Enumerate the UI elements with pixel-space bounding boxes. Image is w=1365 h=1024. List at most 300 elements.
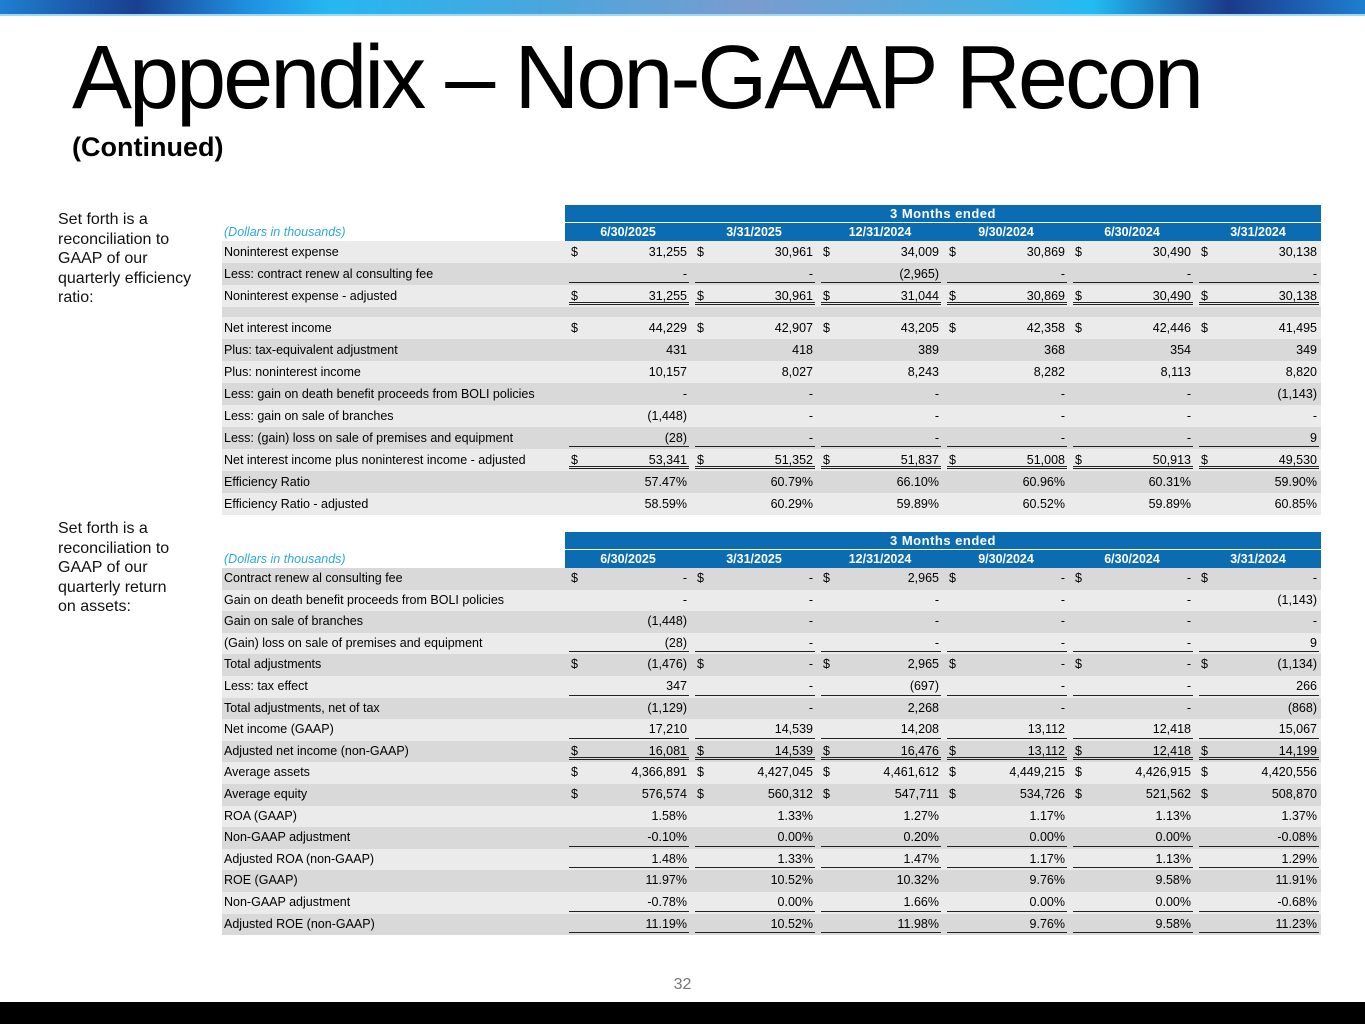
column-header-date: 3/31/2025 xyxy=(691,550,817,568)
cell-value: 347 xyxy=(666,678,687,693)
cell-rule xyxy=(821,405,941,425)
value-cell xyxy=(565,719,691,741)
table-row xyxy=(222,914,1321,936)
value-cell xyxy=(691,449,817,471)
value-cell xyxy=(943,285,1069,307)
cell-value: - xyxy=(934,409,939,423)
cell-value: - xyxy=(1186,267,1191,281)
column-header-date: 12/31/2024 xyxy=(817,550,943,568)
row-label: Less: tax effect xyxy=(224,678,308,693)
cell-value: 66.10% xyxy=(896,475,939,489)
value-cell xyxy=(691,285,817,307)
cell-value: 368 xyxy=(1044,343,1065,357)
cell-rule xyxy=(947,654,1067,674)
table-row xyxy=(222,361,1321,383)
value-cell xyxy=(691,241,817,263)
value-cell xyxy=(565,590,691,612)
value-cell xyxy=(1195,317,1321,339)
table-row xyxy=(222,339,1321,361)
cell-value: - xyxy=(1060,431,1065,445)
cell-rule xyxy=(821,383,941,403)
value-cell xyxy=(565,449,691,471)
cell-value: 8,282 xyxy=(1033,365,1065,379)
dollar-sign: $ xyxy=(1075,657,1082,672)
table-row xyxy=(222,405,1321,427)
cell-value: 1.13% xyxy=(1155,808,1191,823)
table-row xyxy=(222,568,1321,590)
value-cell xyxy=(1069,762,1195,784)
cell-value: - xyxy=(1312,409,1317,423)
dollar-sign: $ xyxy=(697,743,704,758)
row-label: Total adjustments, net of tax xyxy=(224,700,380,715)
value-cell xyxy=(817,471,943,493)
cell-value: (28) xyxy=(664,635,687,650)
row-label xyxy=(222,307,565,317)
value-cell xyxy=(943,263,1069,285)
dollar-sign: $ xyxy=(697,321,704,335)
cell-value: - xyxy=(934,387,939,401)
cell-value: 4,461,612 xyxy=(883,765,939,780)
table-row xyxy=(222,590,1321,612)
value-cell xyxy=(817,741,943,763)
cell-value: - xyxy=(934,431,939,445)
value-cell xyxy=(1195,568,1321,590)
dollar-sign: $ xyxy=(571,786,578,801)
cell-rule xyxy=(1073,427,1193,447)
cell-value: - xyxy=(934,592,939,607)
column-header-date: 9/30/2024 xyxy=(943,550,1069,568)
table-row xyxy=(222,285,1321,307)
cell-value: - xyxy=(1060,635,1065,650)
value-cell xyxy=(691,633,817,655)
cell-value: 4,449,215 xyxy=(1009,765,1065,780)
value-cell xyxy=(943,339,1069,361)
value-cell xyxy=(1069,892,1195,914)
value-cell xyxy=(817,241,943,263)
dollar-sign: $ xyxy=(1201,289,1208,303)
cell-value: 8,113 xyxy=(1160,365,1191,379)
dollar-sign: $ xyxy=(1075,765,1082,780)
dollar-sign: $ xyxy=(823,571,830,585)
cell-value: 51,837 xyxy=(900,453,939,467)
cell-rule xyxy=(695,307,815,315)
cell-value: 14,199 xyxy=(1278,743,1317,758)
cell-value: 10.52% xyxy=(770,916,813,931)
dollar-sign: $ xyxy=(949,321,956,335)
cell-value: 60.85% xyxy=(1274,497,1317,511)
row-label: Noninterest expense xyxy=(224,245,339,259)
value-cell xyxy=(943,806,1069,828)
bottom-bar xyxy=(0,1002,1365,1024)
value-cell xyxy=(1195,762,1321,784)
cell-value: 8,243 xyxy=(907,365,939,379)
cell-rule xyxy=(569,590,689,610)
efficiency-ratio-table xyxy=(222,205,1321,515)
value-cell xyxy=(1195,611,1321,633)
dollar-sign: $ xyxy=(697,765,704,780)
cell-value: 0.00% xyxy=(1029,894,1065,909)
value-cell xyxy=(1069,568,1195,590)
value-cell xyxy=(565,383,691,405)
cell-value: 30,869 xyxy=(1026,245,1065,259)
cell-rule xyxy=(569,568,689,588)
table-row xyxy=(222,870,1321,892)
cell-value: 60.31% xyxy=(1148,475,1191,489)
cell-value: 58.59% xyxy=(644,497,687,511)
cell-value: 31,255 xyxy=(648,289,687,303)
cell-value: 9.76% xyxy=(1029,873,1065,888)
value-cell xyxy=(691,741,817,763)
value-cell xyxy=(943,361,1069,383)
cell-value: - xyxy=(1186,431,1191,445)
cell-value: 8,027 xyxy=(781,365,813,379)
table-row xyxy=(222,719,1321,741)
dollar-sign: $ xyxy=(697,289,704,303)
value-cell xyxy=(691,762,817,784)
dollar-sign: $ xyxy=(949,743,956,758)
cell-value: 42,446 xyxy=(1152,321,1191,335)
cell-value: (1,143) xyxy=(1277,387,1317,401)
value-cell xyxy=(565,806,691,828)
value-cell xyxy=(1195,405,1321,427)
value-cell xyxy=(1069,827,1195,849)
value-cell xyxy=(1195,339,1321,361)
cell-value: 41,495 xyxy=(1278,321,1317,335)
cell-value: 0.00% xyxy=(777,894,813,909)
row-label: Plus: tax-equivalent adjustment xyxy=(224,343,398,357)
cell-value: - xyxy=(1186,635,1191,650)
cell-value: - xyxy=(1060,592,1065,607)
cell-value: 521,562 xyxy=(1145,786,1191,801)
value-cell xyxy=(1069,806,1195,828)
units-label: (Dollars in thousands) xyxy=(224,225,346,239)
table-row xyxy=(222,493,1321,515)
cell-value: 1.17% xyxy=(1029,851,1065,866)
cell-value: 30,869 xyxy=(1026,289,1065,303)
cell-value: 389 xyxy=(918,343,939,357)
cell-value: (1,448) xyxy=(647,614,687,629)
value-cell xyxy=(565,741,691,763)
cell-rule xyxy=(947,383,1067,403)
dollar-sign: $ xyxy=(1201,657,1208,672)
cell-value: - xyxy=(808,635,813,650)
value-cell xyxy=(691,611,817,633)
cell-rule xyxy=(1073,633,1193,653)
row-label: Adjusted ROE (non-GAAP) xyxy=(224,916,375,931)
column-header-date: 6/30/2025 xyxy=(565,550,691,568)
value-cell xyxy=(691,892,817,914)
cell-rule xyxy=(1199,263,1319,283)
cell-value: 16,476 xyxy=(900,743,939,758)
value-cell xyxy=(691,471,817,493)
dollar-sign: $ xyxy=(1075,289,1082,303)
column-header-date: 3/31/2024 xyxy=(1195,223,1321,241)
value-cell xyxy=(565,339,691,361)
value-cell xyxy=(943,827,1069,849)
cell-value: 42,907 xyxy=(774,321,813,335)
value-cell xyxy=(943,698,1069,720)
value-cell xyxy=(1195,590,1321,612)
table-row xyxy=(222,633,1321,655)
value-cell xyxy=(817,719,943,741)
cell-value: 1.13% xyxy=(1155,851,1191,866)
cell-value: 4,366,891 xyxy=(631,765,687,780)
value-cell xyxy=(1069,741,1195,763)
value-cell xyxy=(817,590,943,612)
dollar-sign: $ xyxy=(571,289,578,303)
value-cell xyxy=(1195,892,1321,914)
value-cell xyxy=(1195,849,1321,871)
table-row xyxy=(222,654,1321,676)
dollar-sign: $ xyxy=(571,245,578,259)
cell-rule xyxy=(569,383,689,403)
cell-value: - xyxy=(934,614,939,629)
value-cell xyxy=(1195,741,1321,763)
cell-rule xyxy=(947,427,1067,447)
dollar-sign: $ xyxy=(571,321,578,335)
value-cell xyxy=(691,698,817,720)
value-cell xyxy=(1195,698,1321,720)
value-cell xyxy=(1069,676,1195,698)
value-cell xyxy=(1069,493,1195,515)
cell-rule xyxy=(821,633,941,653)
value-cell xyxy=(943,590,1069,612)
cell-value: - xyxy=(682,592,687,607)
value-cell xyxy=(1069,590,1195,612)
value-cell xyxy=(943,317,1069,339)
row-label: Non-GAAP adjustment xyxy=(224,830,351,845)
cell-value: 59.89% xyxy=(1148,497,1191,511)
dollar-sign: $ xyxy=(1075,453,1082,467)
value-cell xyxy=(1195,241,1321,263)
cell-rule xyxy=(821,307,941,315)
dollar-sign: $ xyxy=(823,453,830,467)
value-cell xyxy=(691,719,817,741)
row-label: Plus: noninterest income xyxy=(224,365,361,379)
value-cell xyxy=(691,317,817,339)
cell-value: 418 xyxy=(792,343,813,357)
dollar-sign: $ xyxy=(571,657,578,672)
dollar-sign: $ xyxy=(1201,571,1208,585)
value-cell xyxy=(943,241,1069,263)
dollar-sign: $ xyxy=(949,571,956,585)
cell-rule xyxy=(947,405,1067,425)
value-cell xyxy=(565,285,691,307)
cell-value: - xyxy=(808,431,813,445)
column-header-date: 12/31/2024 xyxy=(817,223,943,241)
page-title: Appendix – Non-GAAP Recon xyxy=(72,28,1202,128)
dollar-sign: $ xyxy=(823,657,830,672)
cell-value: 17,210 xyxy=(648,722,687,737)
value-cell xyxy=(691,493,817,515)
value-cell xyxy=(817,806,943,828)
cell-rule xyxy=(1073,698,1193,718)
cell-value: 13,112 xyxy=(1027,722,1065,737)
value-cell xyxy=(565,611,691,633)
value-cell xyxy=(1069,914,1195,936)
value-cell xyxy=(817,568,943,590)
value-cell xyxy=(817,654,943,676)
table-row xyxy=(222,698,1321,720)
table-row xyxy=(222,849,1321,871)
value-cell xyxy=(1195,383,1321,405)
cell-rule xyxy=(1073,568,1193,588)
value-cell xyxy=(817,784,943,806)
value-cell xyxy=(817,762,943,784)
cell-value: 60.96% xyxy=(1022,475,1065,489)
value-cell xyxy=(1195,633,1321,655)
cell-rule xyxy=(1199,307,1319,315)
value-cell xyxy=(565,471,691,493)
cell-value: 4,427,045 xyxy=(757,765,813,780)
value-cell xyxy=(565,827,691,849)
efficiency-description: Set forth is a reconciliation to GAAP of our quarterly efficiency ratio: xyxy=(58,211,192,306)
cell-value: 60.79% xyxy=(770,475,813,489)
dollar-sign: $ xyxy=(823,289,830,303)
cell-value: 1.48% xyxy=(651,851,687,866)
cell-rule xyxy=(1073,590,1193,610)
value-cell xyxy=(943,471,1069,493)
cell-value: 11.97% xyxy=(645,873,687,888)
cell-value: 576,574 xyxy=(641,786,687,801)
row-label: Noninterest expense - adjusted xyxy=(224,289,398,303)
cell-value: - xyxy=(1186,700,1191,715)
cell-value: (2,965) xyxy=(899,267,939,281)
value-cell xyxy=(565,317,691,339)
cell-value: -0.68% xyxy=(1277,894,1317,909)
table-row xyxy=(222,741,1321,763)
cell-value: 30,490 xyxy=(1152,245,1191,259)
dollar-sign: $ xyxy=(1201,786,1208,801)
cell-rule xyxy=(1199,405,1319,425)
value-cell xyxy=(943,719,1069,741)
value-cell xyxy=(691,654,817,676)
cell-value: 0.00% xyxy=(777,830,813,845)
value-cell xyxy=(691,361,817,383)
cell-value: - xyxy=(1186,678,1191,693)
cell-rule xyxy=(947,698,1067,718)
dollar-sign: $ xyxy=(1201,245,1208,259)
row-label: Non-GAAP adjustment xyxy=(224,894,351,909)
cell-value: 8,820 xyxy=(1285,365,1317,379)
cell-rule xyxy=(1199,427,1319,447)
cell-value: 30,961 xyxy=(774,245,813,259)
cell-rule xyxy=(569,307,689,315)
value-cell xyxy=(817,449,943,471)
cell-value: 34,009 xyxy=(900,245,939,259)
value-cell xyxy=(943,427,1069,449)
row-label: Efficiency Ratio - adjusted xyxy=(224,497,369,511)
value-cell xyxy=(1069,307,1195,317)
value-cell xyxy=(1069,611,1195,633)
value-cell xyxy=(691,784,817,806)
cell-value: - xyxy=(682,571,687,585)
cell-value: 508,870 xyxy=(1271,786,1317,801)
dollar-sign: $ xyxy=(1201,453,1208,467)
cell-rule xyxy=(695,427,815,447)
value-cell xyxy=(817,263,943,285)
cell-value: 560,312 xyxy=(767,786,813,801)
table-row xyxy=(222,611,1321,633)
cell-value: (1,134) xyxy=(1277,657,1317,672)
cell-value: 9 xyxy=(1310,635,1317,650)
cell-value: 11.19% xyxy=(645,916,687,931)
row-label: Less: contract renew al consulting fee xyxy=(224,267,434,281)
cell-value: 16,081 xyxy=(648,743,687,758)
value-cell xyxy=(1195,285,1321,307)
table-row xyxy=(222,427,1321,449)
cell-value: 51,008 xyxy=(1026,453,1065,467)
value-cell xyxy=(1069,339,1195,361)
cell-rule xyxy=(695,383,815,403)
cell-rule xyxy=(695,676,815,696)
value-cell xyxy=(943,405,1069,427)
value-cell xyxy=(817,827,943,849)
dollar-sign: $ xyxy=(823,765,830,780)
value-cell xyxy=(1195,870,1321,892)
value-cell xyxy=(1069,784,1195,806)
cell-value: (868) xyxy=(1287,700,1317,715)
value-cell xyxy=(1069,241,1195,263)
dollar-sign: $ xyxy=(697,453,704,467)
cell-value: - xyxy=(808,657,813,672)
value-cell xyxy=(565,676,691,698)
cell-value: - xyxy=(1312,267,1317,281)
cell-value: - xyxy=(808,700,813,715)
dollar-sign: $ xyxy=(823,786,830,801)
cell-rule xyxy=(1073,611,1193,631)
cell-value: 14,539 xyxy=(774,722,813,737)
cell-value: - xyxy=(808,678,813,693)
column-header-date: 3/31/2025 xyxy=(691,223,817,241)
value-cell xyxy=(1069,427,1195,449)
cell-value: - xyxy=(1312,571,1317,585)
value-cell xyxy=(1069,654,1195,676)
value-cell xyxy=(943,914,1069,936)
cell-value: 10,157 xyxy=(648,365,687,379)
units-label: (Dollars in thousands) xyxy=(224,552,346,566)
value-cell xyxy=(943,849,1069,871)
cell-value: 547,711 xyxy=(894,786,939,801)
value-cell xyxy=(943,307,1069,317)
cell-value: 349 xyxy=(1296,343,1317,357)
table-row xyxy=(222,241,1321,263)
cell-value: - xyxy=(1060,678,1065,693)
value-cell xyxy=(817,405,943,427)
dollar-sign: $ xyxy=(1075,571,1082,585)
dollar-sign: $ xyxy=(1201,321,1208,335)
cell-value: - xyxy=(808,592,813,607)
value-cell xyxy=(943,762,1069,784)
value-cell xyxy=(1069,263,1195,285)
cell-value: 11.23% xyxy=(1275,916,1317,931)
value-cell xyxy=(817,493,943,515)
value-cell xyxy=(1069,361,1195,383)
cell-value: - xyxy=(1186,387,1191,401)
table-row xyxy=(222,784,1321,806)
cell-rule xyxy=(947,307,1067,315)
cell-value: 14,208 xyxy=(900,722,939,737)
roa-description: Set forth is a reconciliation to GAAP of our quarterly return on assets: xyxy=(58,520,170,615)
row-label: Less: (gain) loss on sale of premises and equipment xyxy=(224,431,514,445)
cell-rule xyxy=(1073,307,1193,315)
cell-value: 1.37% xyxy=(1281,808,1317,823)
value-cell xyxy=(943,654,1069,676)
cell-value: 9.76% xyxy=(1029,916,1065,931)
cell-value: 354 xyxy=(1170,343,1191,357)
value-cell xyxy=(565,654,691,676)
value-cell xyxy=(1195,719,1321,741)
